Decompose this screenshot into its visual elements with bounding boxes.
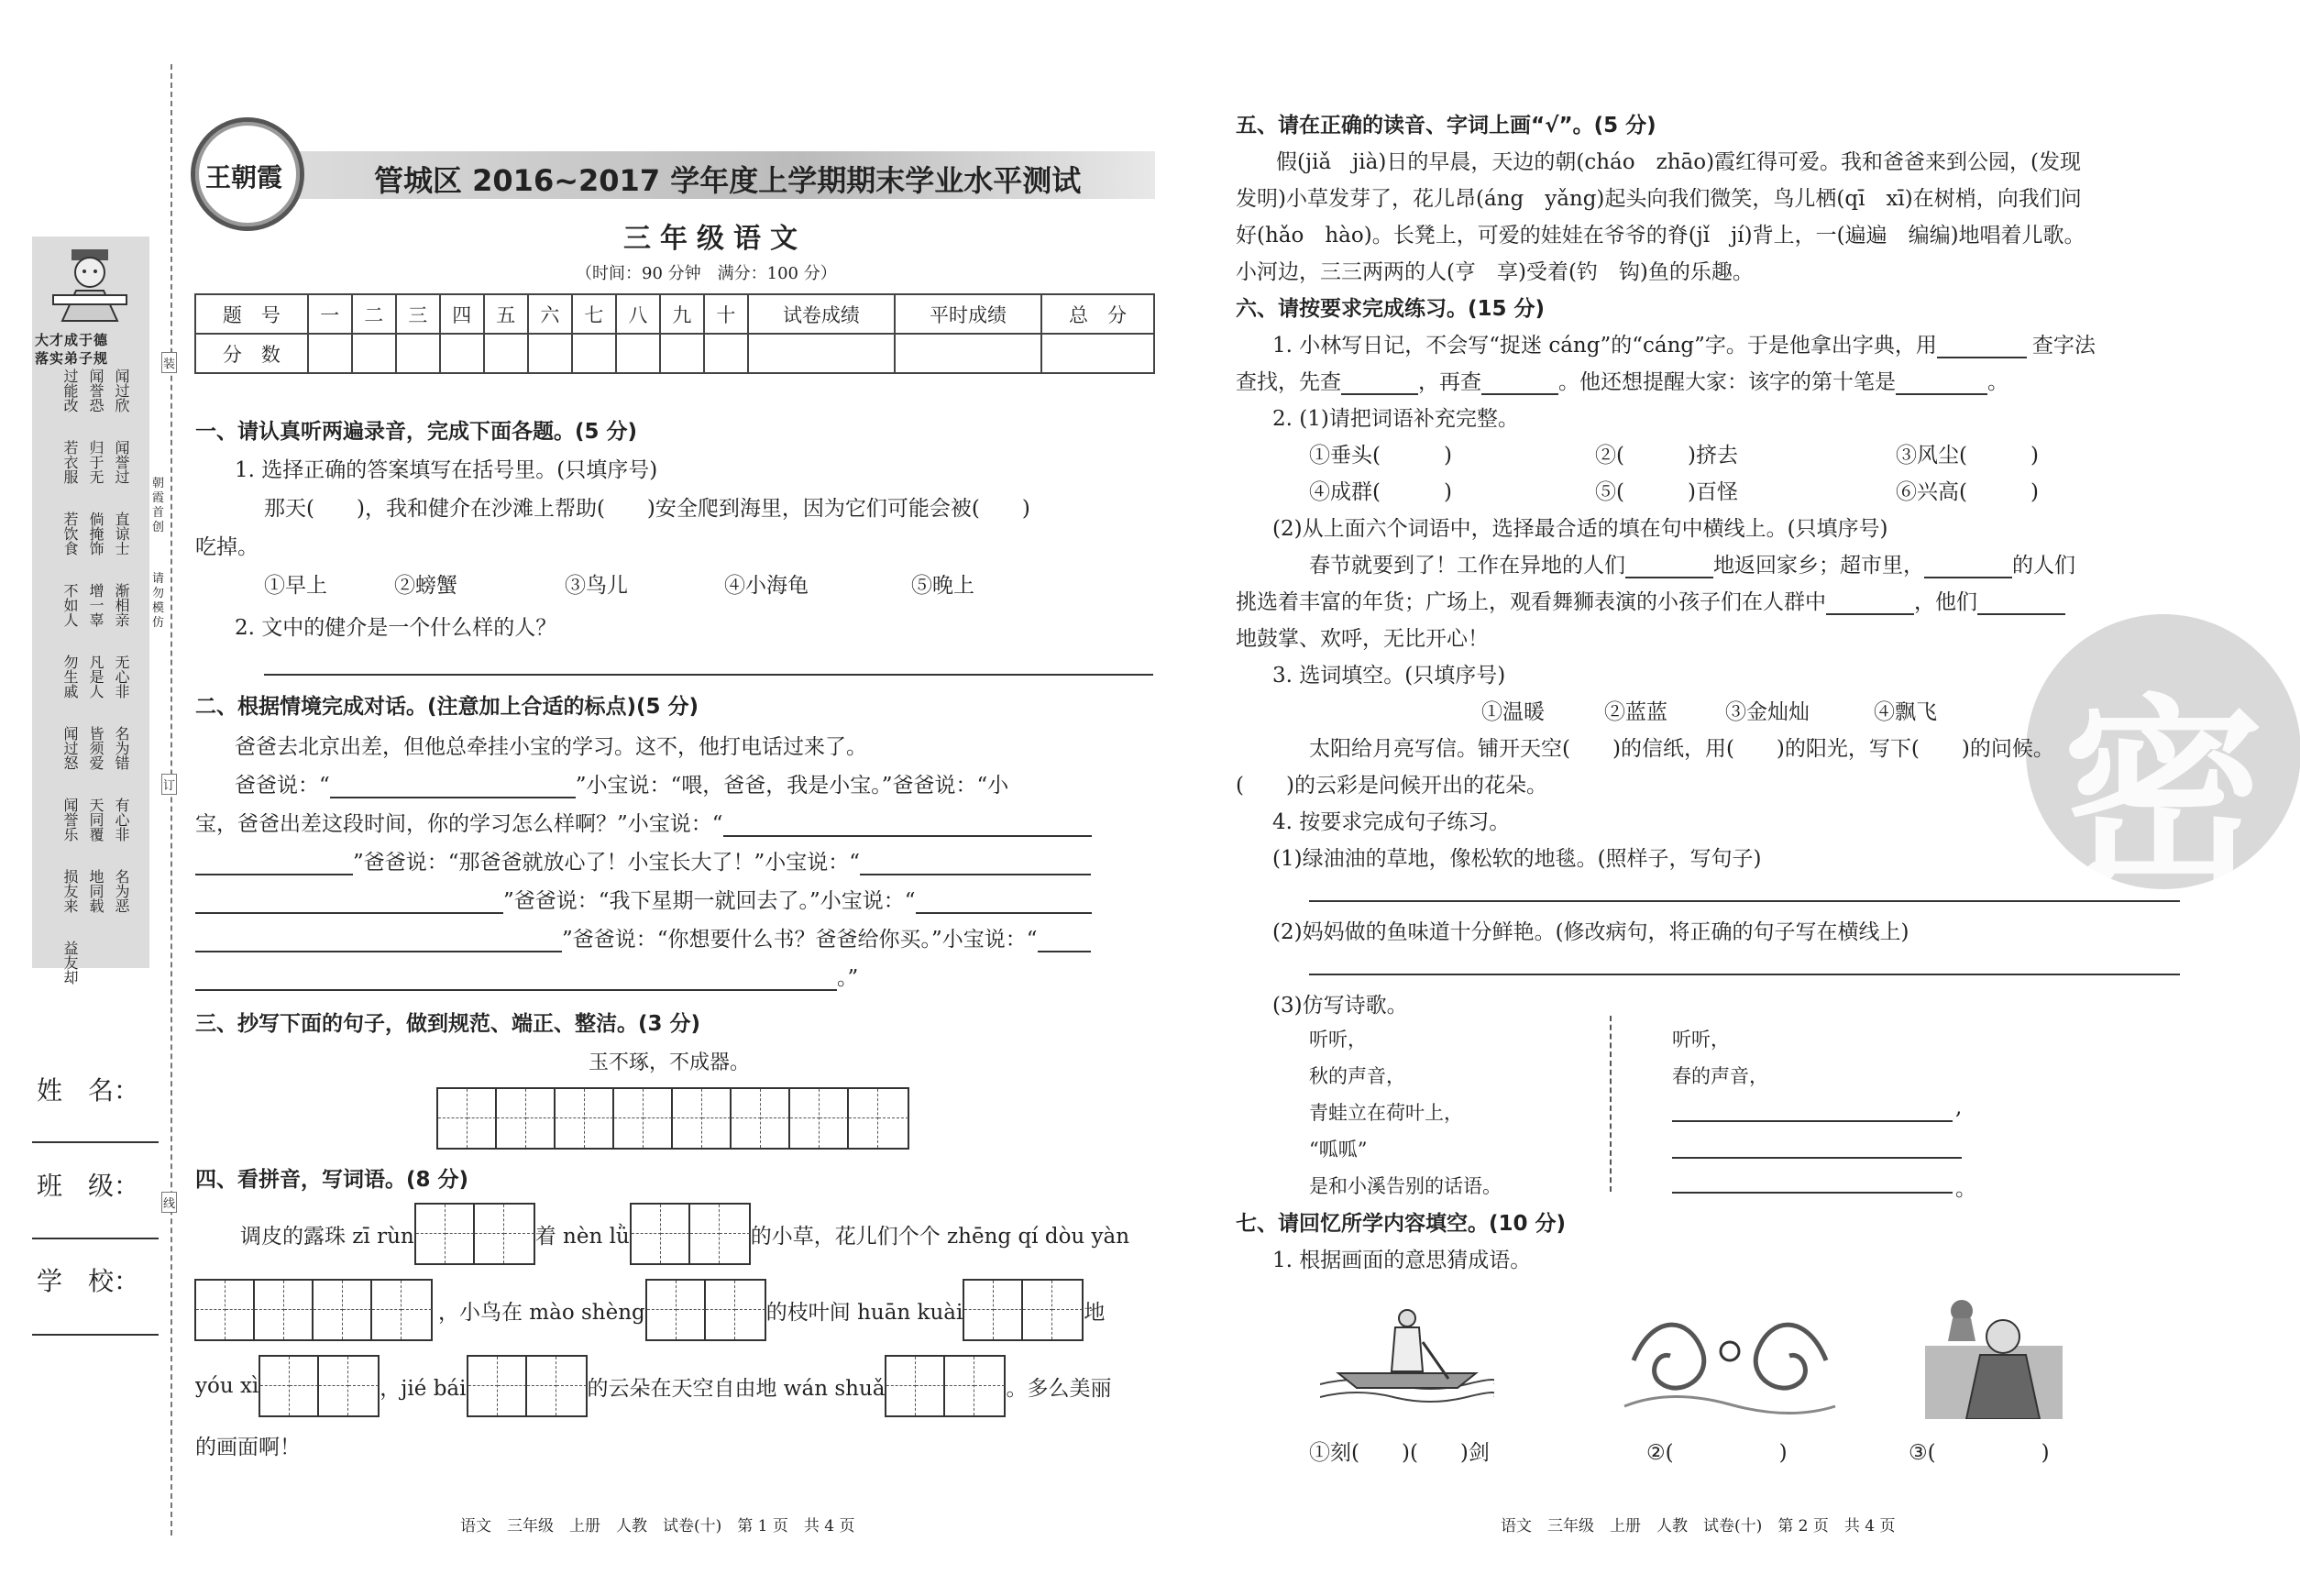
section-2-title: 二、根据情境完成对话。(注意加上合适的标点)(5 分) bbox=[195, 695, 699, 719]
s6-q2b: (2)从上面六个词语中，选择最合适的填在句中横线上。(只填序号) bbox=[1272, 517, 1888, 541]
s3-writing-grid[interactable] bbox=[436, 1087, 909, 1150]
s6-q3-line1: 太阳给月亮写信。铺开天空( )的信纸，用( )的阳光，写下( )的问候。 bbox=[1309, 737, 2054, 761]
s2-blank-6[interactable] bbox=[916, 892, 1092, 914]
s6-q3-option: ②蓝蓝 bbox=[1604, 700, 1667, 724]
sidebar-rule: 若衣服 bbox=[61, 440, 79, 484]
section-3-title: 三、抄写下面的句子，做到规范、端正、整洁。(3 分) bbox=[195, 1012, 701, 1036]
score-cell[interactable] bbox=[440, 334, 484, 373]
section-1-title: 一、请认真听两遍录音，完成下面各题。(5 分) bbox=[195, 420, 638, 444]
s3-sentence: 玉不琢，不成器。 bbox=[589, 1051, 751, 1074]
s2-blank-5[interactable] bbox=[195, 892, 503, 914]
s6-q3: 3. 选词填空。(只填序号) bbox=[1272, 664, 1506, 688]
page-title: 管城区 2016~2017 学年度上学期期末学业水平测试 bbox=[374, 163, 1082, 198]
poem-left-line: 是和小溪告别的话语。 bbox=[1309, 1175, 1502, 1197]
score-header-col: 七 bbox=[572, 294, 616, 334]
s5-line2: 发明)小草发芽了，花儿昂(áng yǎng)起头向我们微笑，鸟儿栖(qī xī)在树梢，向我们问 bbox=[1236, 187, 2082, 211]
s5-line1: 假(jiǎ jià)日的早晨，天边的朝(cháo zhāo)霞红得可爱。我和爸爸来到公园，(发现 bbox=[1276, 150, 2082, 174]
s1-q1-line2: 吃掉。 bbox=[195, 535, 259, 559]
poem-left-line: 秋的声音， bbox=[1309, 1065, 1405, 1087]
score-cell[interactable] bbox=[1041, 334, 1154, 373]
sidebar-rule: 不如人 bbox=[61, 583, 79, 627]
score-header-col: 九 bbox=[660, 294, 704, 334]
s6-q2: 2. (1)请把词语补充完整。 bbox=[1272, 407, 1519, 431]
sidebar-motto-1: 大才成于德 bbox=[35, 332, 109, 348]
s1-q1-line1: 那天( )，我和健介在沙滩上帮助( )安全爬到海里，因为它们可能会被( ) bbox=[264, 497, 1030, 521]
school-label: 学 校： bbox=[37, 1266, 140, 1296]
sidebar-rule: 名为错 bbox=[113, 726, 130, 770]
s2-line6: ”爸爸说：“你想要什么书？爸爸给你买。”小宝说：“ bbox=[195, 922, 1091, 952]
s1-option: ④小海龟 bbox=[724, 574, 809, 598]
s4-grid-7[interactable] bbox=[467, 1355, 588, 1417]
s4-grid-2[interactable] bbox=[630, 1203, 751, 1265]
poem-blank-1[interactable] bbox=[1672, 1120, 1953, 1122]
sidebar-rule: 天同覆 bbox=[87, 798, 105, 842]
time-info: （时间：90 分钟 满分：100 分） bbox=[576, 264, 837, 283]
poem-left-line: 青蛙立在荷叶上， bbox=[1309, 1102, 1463, 1124]
s6-q3-option: ④飘飞 bbox=[1874, 700, 1937, 724]
poem-blank-2[interactable] bbox=[1672, 1157, 1962, 1159]
score-cell[interactable] bbox=[572, 334, 616, 373]
s6-word-item[interactable]: ⑥兴高( ) bbox=[1896, 480, 2039, 504]
s1-q1: 1. 选择正确的答案填写在括号里。(只填序号) bbox=[235, 458, 658, 482]
sidebar-rule: 闻过欣 bbox=[113, 369, 130, 413]
name-label: 姓 名： bbox=[37, 1075, 140, 1106]
score-cell[interactable] bbox=[616, 334, 660, 373]
s2-blank-9[interactable] bbox=[195, 969, 837, 991]
sidebar-rule: 地同载 bbox=[87, 869, 105, 913]
sidebar-rule: 无心非 bbox=[113, 655, 130, 699]
sidebar-rule: 益友却 bbox=[61, 941, 79, 985]
s4-grid-1[interactable] bbox=[414, 1203, 535, 1265]
boat-sword-picture bbox=[1320, 1296, 1494, 1414]
s6-word-item[interactable]: ⑤( )百怪 bbox=[1595, 480, 1738, 504]
score-header-col: 一 bbox=[308, 294, 352, 334]
s6-word-item[interactable]: ④成群( ) bbox=[1309, 480, 1452, 504]
s6-q4-1-answer-line[interactable] bbox=[1309, 900, 2180, 902]
poem-blank-3[interactable] bbox=[1672, 1192, 1953, 1194]
s2-blank-2[interactable] bbox=[723, 815, 1092, 837]
subject-title: 三年级语文 bbox=[623, 223, 807, 255]
sidebar-rule: 有心非 bbox=[113, 798, 130, 842]
score-row-label: 分 数 bbox=[195, 334, 308, 373]
s6-q2b-line3: 地鼓掌、欢呼，无比开心！ bbox=[1236, 627, 1489, 651]
sidebar-rule: 勿生戚 bbox=[61, 655, 79, 699]
score-header-col: 六 bbox=[528, 294, 572, 334]
score-cell[interactable] bbox=[895, 334, 1041, 373]
s6-q3-option: ③金灿灿 bbox=[1725, 700, 1810, 724]
s2-blank-3[interactable] bbox=[195, 853, 353, 875]
s6-word-item[interactable]: ②( )挤去 bbox=[1595, 444, 1738, 468]
poem-right-line: 春的声音， bbox=[1672, 1065, 1768, 1087]
page1-footer: 语文 三年级 上册 人教 试卷(十) 第 1 页 共 4 页 bbox=[460, 1517, 855, 1535]
s6-q1-blank-1[interactable] bbox=[1937, 336, 2027, 358]
sidebar-rule: 倘掩饰 bbox=[87, 512, 105, 556]
sidebar-rule: 皆须爱 bbox=[87, 726, 105, 770]
poem-divider bbox=[1610, 1016, 1612, 1192]
section-5-title: 五、请在正确的读音、字词上画“√”。(5 分) bbox=[1236, 114, 1656, 138]
sidebar-rule: 渐相亲 bbox=[113, 583, 130, 627]
class-label: 班 级： bbox=[37, 1171, 140, 1201]
score-header-col: 平时成绩 bbox=[895, 294, 1041, 334]
s1-q2: 2. 文中的健介是一个什么样的人？ bbox=[235, 616, 557, 640]
s4-line3: yóu xì ，jié bái 的云朵在天空自由地 wán shuǎ 。多么美丽 bbox=[195, 1355, 1111, 1417]
sidebar-rule: 增一辜 bbox=[87, 583, 105, 627]
sidebar-rule: 闻誉乐 bbox=[61, 798, 79, 842]
s4-grid-5[interactable] bbox=[963, 1279, 1084, 1341]
s6-q2b-blank-2[interactable] bbox=[1924, 556, 2012, 578]
score-header-col: 二 bbox=[352, 294, 396, 334]
sidebar-rule: 过能改 bbox=[61, 369, 79, 413]
s6-word-item[interactable]: ①垂头( ) bbox=[1309, 444, 1452, 468]
score-header-col: 三 bbox=[396, 294, 440, 334]
s6-q1-line2: 查找，先查 ，再查 。他还想提醒大家：该字的第十笔是 。 bbox=[1236, 370, 2008, 394]
binding-words-2: 请勿模仿 bbox=[152, 572, 165, 630]
s6-q4-2-answer-line[interactable] bbox=[1309, 974, 2180, 975]
s6-word-item[interactable]: ③风尘( ) bbox=[1896, 444, 2039, 468]
s4-line1: 调皮的露珠 zī rùn 着 nèn lǜ 的小草，花儿们个个 zhēng qí dòu yàn bbox=[240, 1203, 1129, 1265]
s5-line4: 小河边，三三两两的人(亨 享)受着(钓 钩)鱼的乐趣。 bbox=[1236, 260, 1754, 284]
s2-blank-1[interactable] bbox=[330, 776, 576, 798]
dragon-picture bbox=[1615, 1296, 1844, 1417]
sidebar-rule: 凡是人 bbox=[87, 655, 105, 699]
s4-grid-6[interactable] bbox=[259, 1355, 380, 1417]
sidebar-rule: 直谅士 bbox=[113, 512, 130, 556]
section-6-title: 六、请按要求完成练习。(15 分) bbox=[1236, 297, 1546, 321]
s7-q1: 1. 根据画面的意思猜成语。 bbox=[1272, 1249, 1532, 1272]
binding-words-1: 朝霞首创 bbox=[152, 477, 165, 534]
s7-answer[interactable]: ①刻( )( )剑 bbox=[1309, 1441, 1490, 1465]
s2-line5: ”爸爸说：“我下星期一就回去了。”小宝说：“ bbox=[195, 884, 1092, 914]
score-cell[interactable] bbox=[396, 334, 440, 373]
poem-left-line: 听听， bbox=[1309, 1029, 1367, 1051]
score-header-col: 总 分 bbox=[1041, 294, 1154, 334]
score-header-col: 四 bbox=[440, 294, 484, 334]
sidebar-rule: 若饮食 bbox=[61, 512, 79, 556]
s2-blank-4[interactable] bbox=[860, 853, 1091, 875]
seal-char-2: 订 bbox=[161, 774, 177, 795]
page2-footer: 语文 三年级 上册 人教 试卷(十) 第 2 页 共 4 页 bbox=[1501, 1517, 1896, 1535]
section-7-title: 七、请回忆所学内容填空。(10 分) bbox=[1236, 1212, 1567, 1236]
s6-q2b-blank-4[interactable] bbox=[1977, 593, 2065, 615]
sidebar-rule: 损友来 bbox=[61, 869, 79, 913]
score-cell[interactable] bbox=[308, 334, 352, 373]
seal-char-1: 装 bbox=[161, 352, 177, 373]
s6-q3-line2: ( )的云彩是问候开出的花朵。 bbox=[1236, 774, 1547, 798]
sidebar-rule: 归于无 bbox=[87, 440, 105, 484]
sidebar-rule: 名为恶 bbox=[113, 869, 130, 913]
score-header-col: 五 bbox=[484, 294, 528, 334]
score-header-col: 试卷成绩 bbox=[748, 294, 895, 334]
binding-line bbox=[171, 64, 172, 1535]
s2-blank-8[interactable] bbox=[1038, 930, 1091, 952]
s1-option: ①早上 bbox=[264, 574, 327, 598]
s1-option: ②螃蟹 bbox=[394, 574, 457, 598]
s4-line4: 的画面啊！ bbox=[195, 1436, 301, 1459]
s2-line1: 爸爸去北京出差，但他总牵挂小宝的学习。这不，他打电话过来了。 bbox=[235, 735, 867, 759]
sidebar-rule: 闻过怒 bbox=[61, 726, 79, 770]
s2-line3: 宝，爸爸出差这段时间，你的学习怎么样啊？”小宝说：“ bbox=[195, 807, 1092, 837]
logo-text: 王朝霞 bbox=[205, 162, 283, 193]
sidebar-rule: 闻誉恐 bbox=[87, 369, 105, 413]
s4-grid-8[interactable] bbox=[885, 1355, 1006, 1417]
score-header-col: 十 bbox=[704, 294, 748, 334]
rooster-warrior-picture bbox=[1925, 1291, 2063, 1419]
scholar-figure-icon bbox=[44, 240, 136, 325]
s6-q2b-line1: 春节就要到了！工作在异地的人们 地返回家乡；超市里， 的人们 bbox=[1309, 554, 2075, 578]
sidebar-rules bbox=[53, 369, 132, 985]
score-cell[interactable] bbox=[748, 334, 895, 373]
s6-q2b-blank-3[interactable] bbox=[1826, 593, 1914, 615]
score-cell[interactable] bbox=[484, 334, 528, 373]
s1-option: ③鸟儿 bbox=[565, 574, 628, 598]
s6-q1-line1: 1. 小林写日记，不会写“捉迷 cáng”的“cáng”字。于是他拿出字典，用 查字法 bbox=[1272, 334, 2096, 358]
watermark-char: 密 bbox=[2063, 675, 2265, 912]
s6-q4-1: (1)绿油油的草地，像松软的地毯。(照样子，写句子) bbox=[1272, 847, 1762, 871]
seal-char-3: 线 bbox=[161, 1192, 177, 1213]
s6-q4-2: (2)妈妈做的鱼味道十分鲜艳。(修改病句，将正确的句子写在横线上) bbox=[1272, 920, 1909, 944]
s4-line2: ，小鸟在 mào shèng 的枝叶间 huān kuài 地 bbox=[194, 1279, 1105, 1341]
s1-option: ⑤晚上 bbox=[911, 574, 974, 598]
sidebar-rule: 闻誉过 bbox=[113, 440, 130, 484]
score-cell[interactable] bbox=[352, 334, 396, 373]
s6-q1-blank-2[interactable] bbox=[1341, 373, 1418, 395]
score-header-label: 题 号 bbox=[195, 294, 308, 334]
poem-period: 。 bbox=[1955, 1177, 1976, 1201]
s4-grid-3[interactable] bbox=[194, 1279, 433, 1341]
poem-left-line: “呱呱” bbox=[1309, 1139, 1368, 1161]
score-header-col: 八 bbox=[616, 294, 660, 334]
class-field[interactable] bbox=[32, 1238, 159, 1239]
s7-answer[interactable]: ③( ) bbox=[1909, 1441, 2050, 1465]
s6-q4: 4. 按要求完成句子练习。 bbox=[1272, 810, 1511, 834]
score-cell[interactable] bbox=[660, 334, 704, 373]
poem-right-line: 听听， bbox=[1672, 1029, 1730, 1051]
s6-q1-blank-3[interactable] bbox=[1481, 373, 1558, 395]
s6-q2b-line2: 挑选着丰富的年货；广场上，观看舞狮表演的小孩子们在人群中 ，他们 bbox=[1236, 585, 2065, 615]
name-field[interactable] bbox=[32, 1141, 159, 1143]
score-table bbox=[194, 293, 1155, 374]
section-4-title: 四、看拼音，写词语。(8 分) bbox=[195, 1168, 469, 1192]
s6-q4-3: (3)仿写诗歌。 bbox=[1272, 994, 1408, 1018]
s6-q2b-blank-1[interactable] bbox=[1625, 556, 1713, 578]
s5-line3: 好(hǎo hào)。长凳上，可爱的娃娃在爷爷的脊(jǐ jí)背上，一(遍遍 编编)地唱着儿歌。 bbox=[1236, 224, 2085, 248]
s2-line4: ”爸爸说：“那爸爸就放心了！小宝长大了！”小宝说：“ bbox=[195, 845, 1091, 875]
s2-blank-7[interactable] bbox=[195, 930, 562, 952]
s7-answer[interactable]: ②( ) bbox=[1646, 1441, 1788, 1465]
s6-q3-option: ①温暖 bbox=[1481, 700, 1545, 724]
school-field[interactable] bbox=[32, 1334, 159, 1336]
s6-q1-blank-4[interactable] bbox=[1896, 373, 1987, 395]
s2-line2: 爸爸说：“ ”小宝说：“喂，爸爸，我是小宝。”爸爸说：“小 bbox=[235, 774, 1009, 798]
s2-line7: 。” bbox=[195, 961, 858, 991]
score-cell[interactable] bbox=[528, 334, 572, 373]
score-cell[interactable] bbox=[704, 334, 748, 373]
s1-q2-answer-line[interactable] bbox=[264, 674, 1153, 676]
sidebar-motto-2: 落实弟子规 bbox=[35, 350, 109, 367]
poem-comma: , bbox=[1955, 1095, 1963, 1119]
s4-grid-4[interactable] bbox=[645, 1279, 766, 1341]
